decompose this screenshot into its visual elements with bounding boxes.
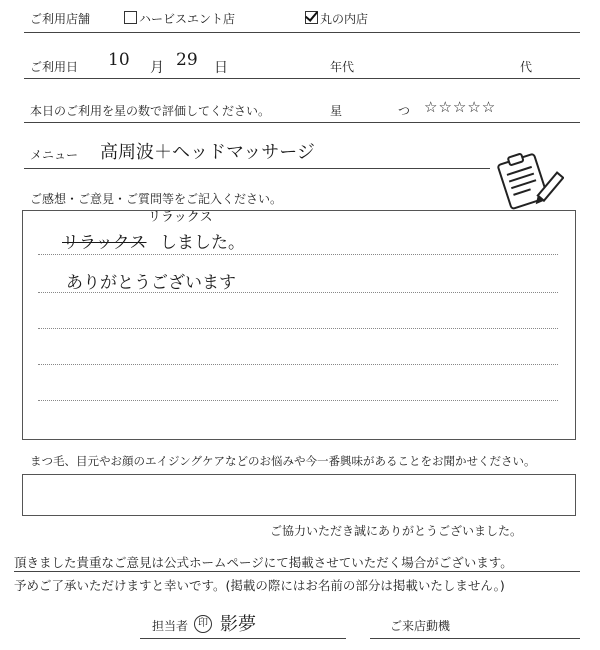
notice-line2: 予めご了承いただけますと幸いです。(掲載の際にはお名前の部分は掲載いたしません。) — [14, 578, 505, 593]
stamp-mark: 印 — [194, 615, 212, 633]
comments-struck-text: リラックス — [62, 233, 147, 253]
comment-rule — [38, 254, 558, 255]
comments-correction: リラックス — [148, 210, 213, 225]
comment-rule — [38, 364, 558, 365]
rating-prompt: 本日のご利用を星の数で評価してください。 — [30, 104, 271, 118]
comments-line1: しました。 — [160, 233, 245, 253]
store-option-marunouchi[interactable] — [305, 10, 368, 27]
comment-rule — [38, 292, 558, 293]
rating-stars[interactable]: ☆☆☆☆☆ — [424, 98, 497, 116]
comments-line2: ありがとうございます — [66, 273, 236, 293]
age-label: 年代 — [330, 60, 355, 74]
menu-value: 高周波＋ヘッドマッサージ — [100, 142, 315, 163]
rating-star-label: 星 — [330, 104, 343, 118]
store-checkbox-marunouchi[interactable] — [305, 11, 318, 24]
comment-rule — [38, 400, 558, 401]
clipboard-pencil-icon — [494, 152, 564, 214]
concerns-box[interactable] — [22, 474, 576, 516]
store-option-harbis-label: ハービスエント店 — [139, 12, 236, 26]
comment-rule — [38, 328, 558, 329]
divider — [24, 78, 580, 79]
concerns-prompt: まつ毛、目元やお顔のエイジングケアなどのお悩みや今一番興味があることをお聞かせください。 — [30, 454, 536, 468]
comments-prompt: ご感想・ご意見・ご質問等をご記入ください。 — [30, 192, 283, 206]
date-month-unit: 月 — [150, 60, 164, 76]
staff-underline — [140, 638, 346, 639]
thanks-text: ご協力いただき誠にありがとうございました。 — [270, 524, 523, 538]
rating-unit: つ — [398, 104, 411, 118]
divider — [14, 571, 580, 572]
divider — [24, 168, 490, 169]
date-day-unit: 日 — [214, 60, 228, 76]
age-unit: 代 — [520, 60, 533, 74]
store-option-marunouchi-label: 丸の内店 — [320, 12, 369, 26]
date-month-value: 10 — [108, 50, 130, 70]
store-option-harbis[interactable] — [124, 10, 235, 27]
divider — [24, 122, 580, 123]
notice-line1: 頂きました貴重なご意見は公式ホームページにて掲載させていただく場合がございます。 — [14, 555, 513, 570]
date-label: ご利用日 — [30, 60, 79, 74]
staff-name: 影夢 — [220, 614, 256, 635]
menu-label: メニュー — [30, 148, 79, 162]
staff-label: 担当者 — [152, 619, 189, 633]
date-day-value: 29 — [176, 50, 198, 70]
visit-reason-label: ご来店動機 — [390, 619, 451, 633]
store-checkbox-harbis[interactable] — [124, 11, 137, 24]
visit-reason-underline[interactable] — [370, 638, 580, 639]
store-label: ご利用店舗 — [30, 12, 91, 26]
divider — [24, 32, 580, 33]
